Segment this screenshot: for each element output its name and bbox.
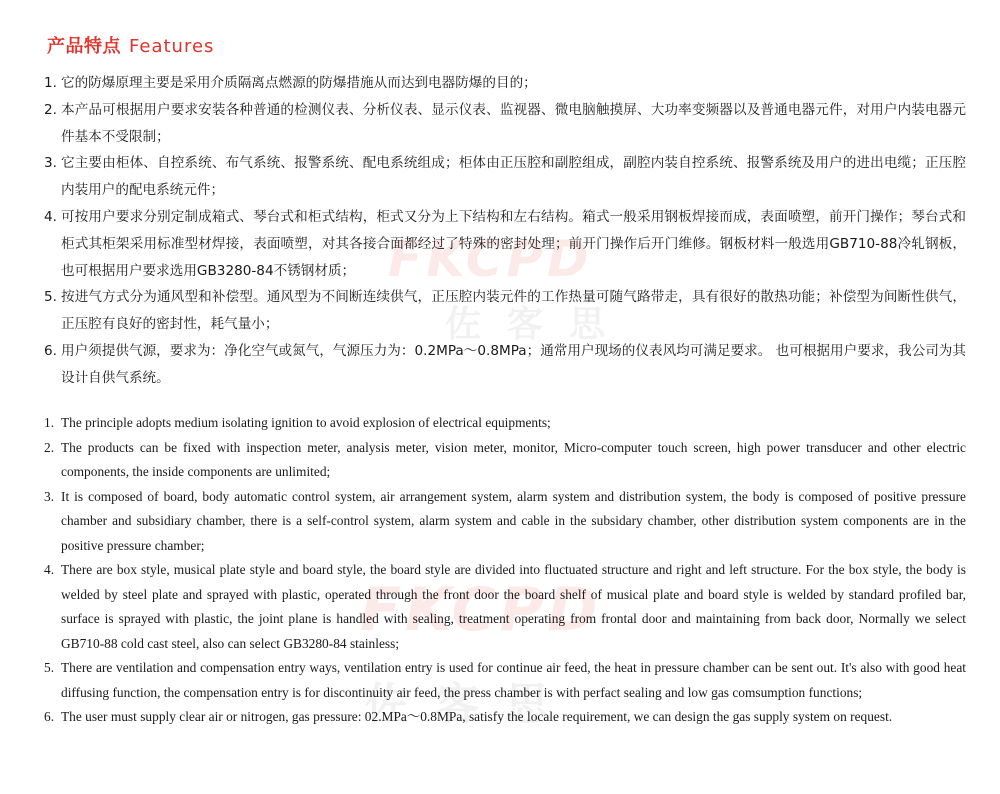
item-text: 可按用户要求分别定制成箱式、琴台式和柜式结构，柜式又分为上下结构和左右结构。箱式一般采用钢板焊接而成，表面喷塑，前开门操作；琴台式和柜式其柜架采用标准型材焊接，表面喷塑，对其各接合面都经过了特殊的密封处理；前开门操作后开门维修。钢板材料一般选用GB710-88冷轧钢板，也可根据用户要求选用GB3280-84不锈钢材质； bbox=[61, 208, 966, 279]
item-number: 3. bbox=[44, 155, 57, 172]
item-number: 2. bbox=[44, 439, 55, 455]
watermark-cn-bottom: 佐客思 bbox=[365, 679, 575, 730]
list-item bbox=[44, 284, 966, 338]
page-title bbox=[47, 32, 214, 58]
list-item bbox=[44, 70, 966, 97]
features-list-en bbox=[44, 411, 966, 730]
item-text: There are box style, musical plate style and board style, the board style are divided into fluctuated structure and right and left structure. For the box style, the body is welded by steel plate and sprayed with plastic, operated through the front door the board shelf of musical plate and board style is welded by standard profiled bar, surface is sprayed with plastic, the joint plane is handled with sealing, treatment operating from frontal door and maintaining from back door, Normally we select GB710-88 cold cast steel, also can select GB3280-84 stainless; bbox=[61, 562, 966, 651]
item-text: 用户须提供气源，要求为：净化空气或氮气，气源压力为：0.2MPa～0.8MPa；通常用户现场的仪表风均可满足要求。 也可根据用户要求，我公司为其设计自供气系统。 bbox=[61, 342, 966, 386]
list-item bbox=[44, 338, 966, 392]
page-title-en: Features bbox=[129, 36, 215, 57]
item-number: 1. bbox=[44, 75, 57, 91]
item-number: 3. bbox=[44, 488, 55, 504]
list-item bbox=[44, 485, 966, 559]
item-text: There are ventilation and compensation entry ways, ventilation entry is used for continue air feed, the heat in pressure chamber can be sent out. It's also with good heat diffusing function, the compensation entry is for discontinuity air feed, the press chamber is with perfact sealing and low gas comsumption functions; bbox=[61, 660, 966, 700]
item-text: 本产品可根据用户要求安装各种普通的检测仪表、分析仪表、显示仪表、监视器、微电脑触摸屏、大功率变频器以及普通电器元件，对用户内装电器元件基本不受限制； bbox=[61, 101, 966, 145]
item-number: 1. bbox=[44, 415, 55, 430]
item-number: 4. bbox=[44, 562, 55, 577]
item-text: The principle adopts medium isolating ignition to avoid explosion of electrical equipments; bbox=[61, 415, 551, 430]
watermark-cn-top: 佐客思 bbox=[445, 304, 632, 345]
watermark-logo-bottom: FKCPD bbox=[360, 575, 602, 645]
item-number: 4. bbox=[44, 208, 57, 225]
list-item bbox=[44, 656, 966, 705]
list-item bbox=[44, 150, 966, 204]
item-number: 5. bbox=[44, 289, 57, 306]
item-number: 6. bbox=[44, 709, 55, 724]
item-text: 按进气方式分为通风型和补偿型。通风型为不间断连续供气，正压腔内装元件的工作热量可随气路带走，具有很好的散热功能；补偿型为间断性供气，正压腔有良好的密封性，耗气量小； bbox=[61, 289, 966, 333]
list-item bbox=[44, 411, 966, 436]
page-title-cn: 产品特点 bbox=[47, 36, 121, 57]
list-item bbox=[44, 204, 966, 284]
item-number: 5. bbox=[44, 660, 55, 675]
item-text: The user must supply clear air or nitrogen, gas pressure: 02.MPa～0.8MPa, satisfy the locale requirement, we can design the gas supply system on request. bbox=[61, 709, 893, 724]
list-item bbox=[44, 97, 966, 151]
features-list-cn bbox=[44, 70, 966, 392]
list-item bbox=[44, 558, 966, 656]
item-text: It is composed of board, body automatic control system, air arrangement system, alarm system and distribution system, the body is composed of positive pressure chamber and subsidiary chamber, there is a self-control system, alarm system and cable in the subsidary chamber, other distribution system components are in the positive pressure chamber; bbox=[61, 488, 966, 553]
item-text: 它主要由柜体、自控系统、布气系统、报警系统、配电系统组成；柜体由正压腔和副腔组成，副腔内装自控系统、报警系统及用户的进出电缆；正压腔内装用户的配电系统元件； bbox=[61, 155, 966, 199]
list-item bbox=[44, 436, 966, 485]
watermark-logo-top: FKCPD bbox=[388, 230, 593, 288]
item-number: 2. bbox=[44, 101, 57, 118]
item-text: The products can be fixed with inspection meter, analysis meter, vision meter, monitor, Micro-computer touch screen, high power transducer and other electric components, the inside components are unlimited; bbox=[61, 439, 966, 479]
item-text: 它的防爆原理主要是采用介质隔离点燃源的防爆措施从而达到电器防爆的目的； bbox=[61, 75, 537, 91]
item-number: 6. bbox=[44, 342, 57, 359]
list-item bbox=[44, 705, 966, 730]
